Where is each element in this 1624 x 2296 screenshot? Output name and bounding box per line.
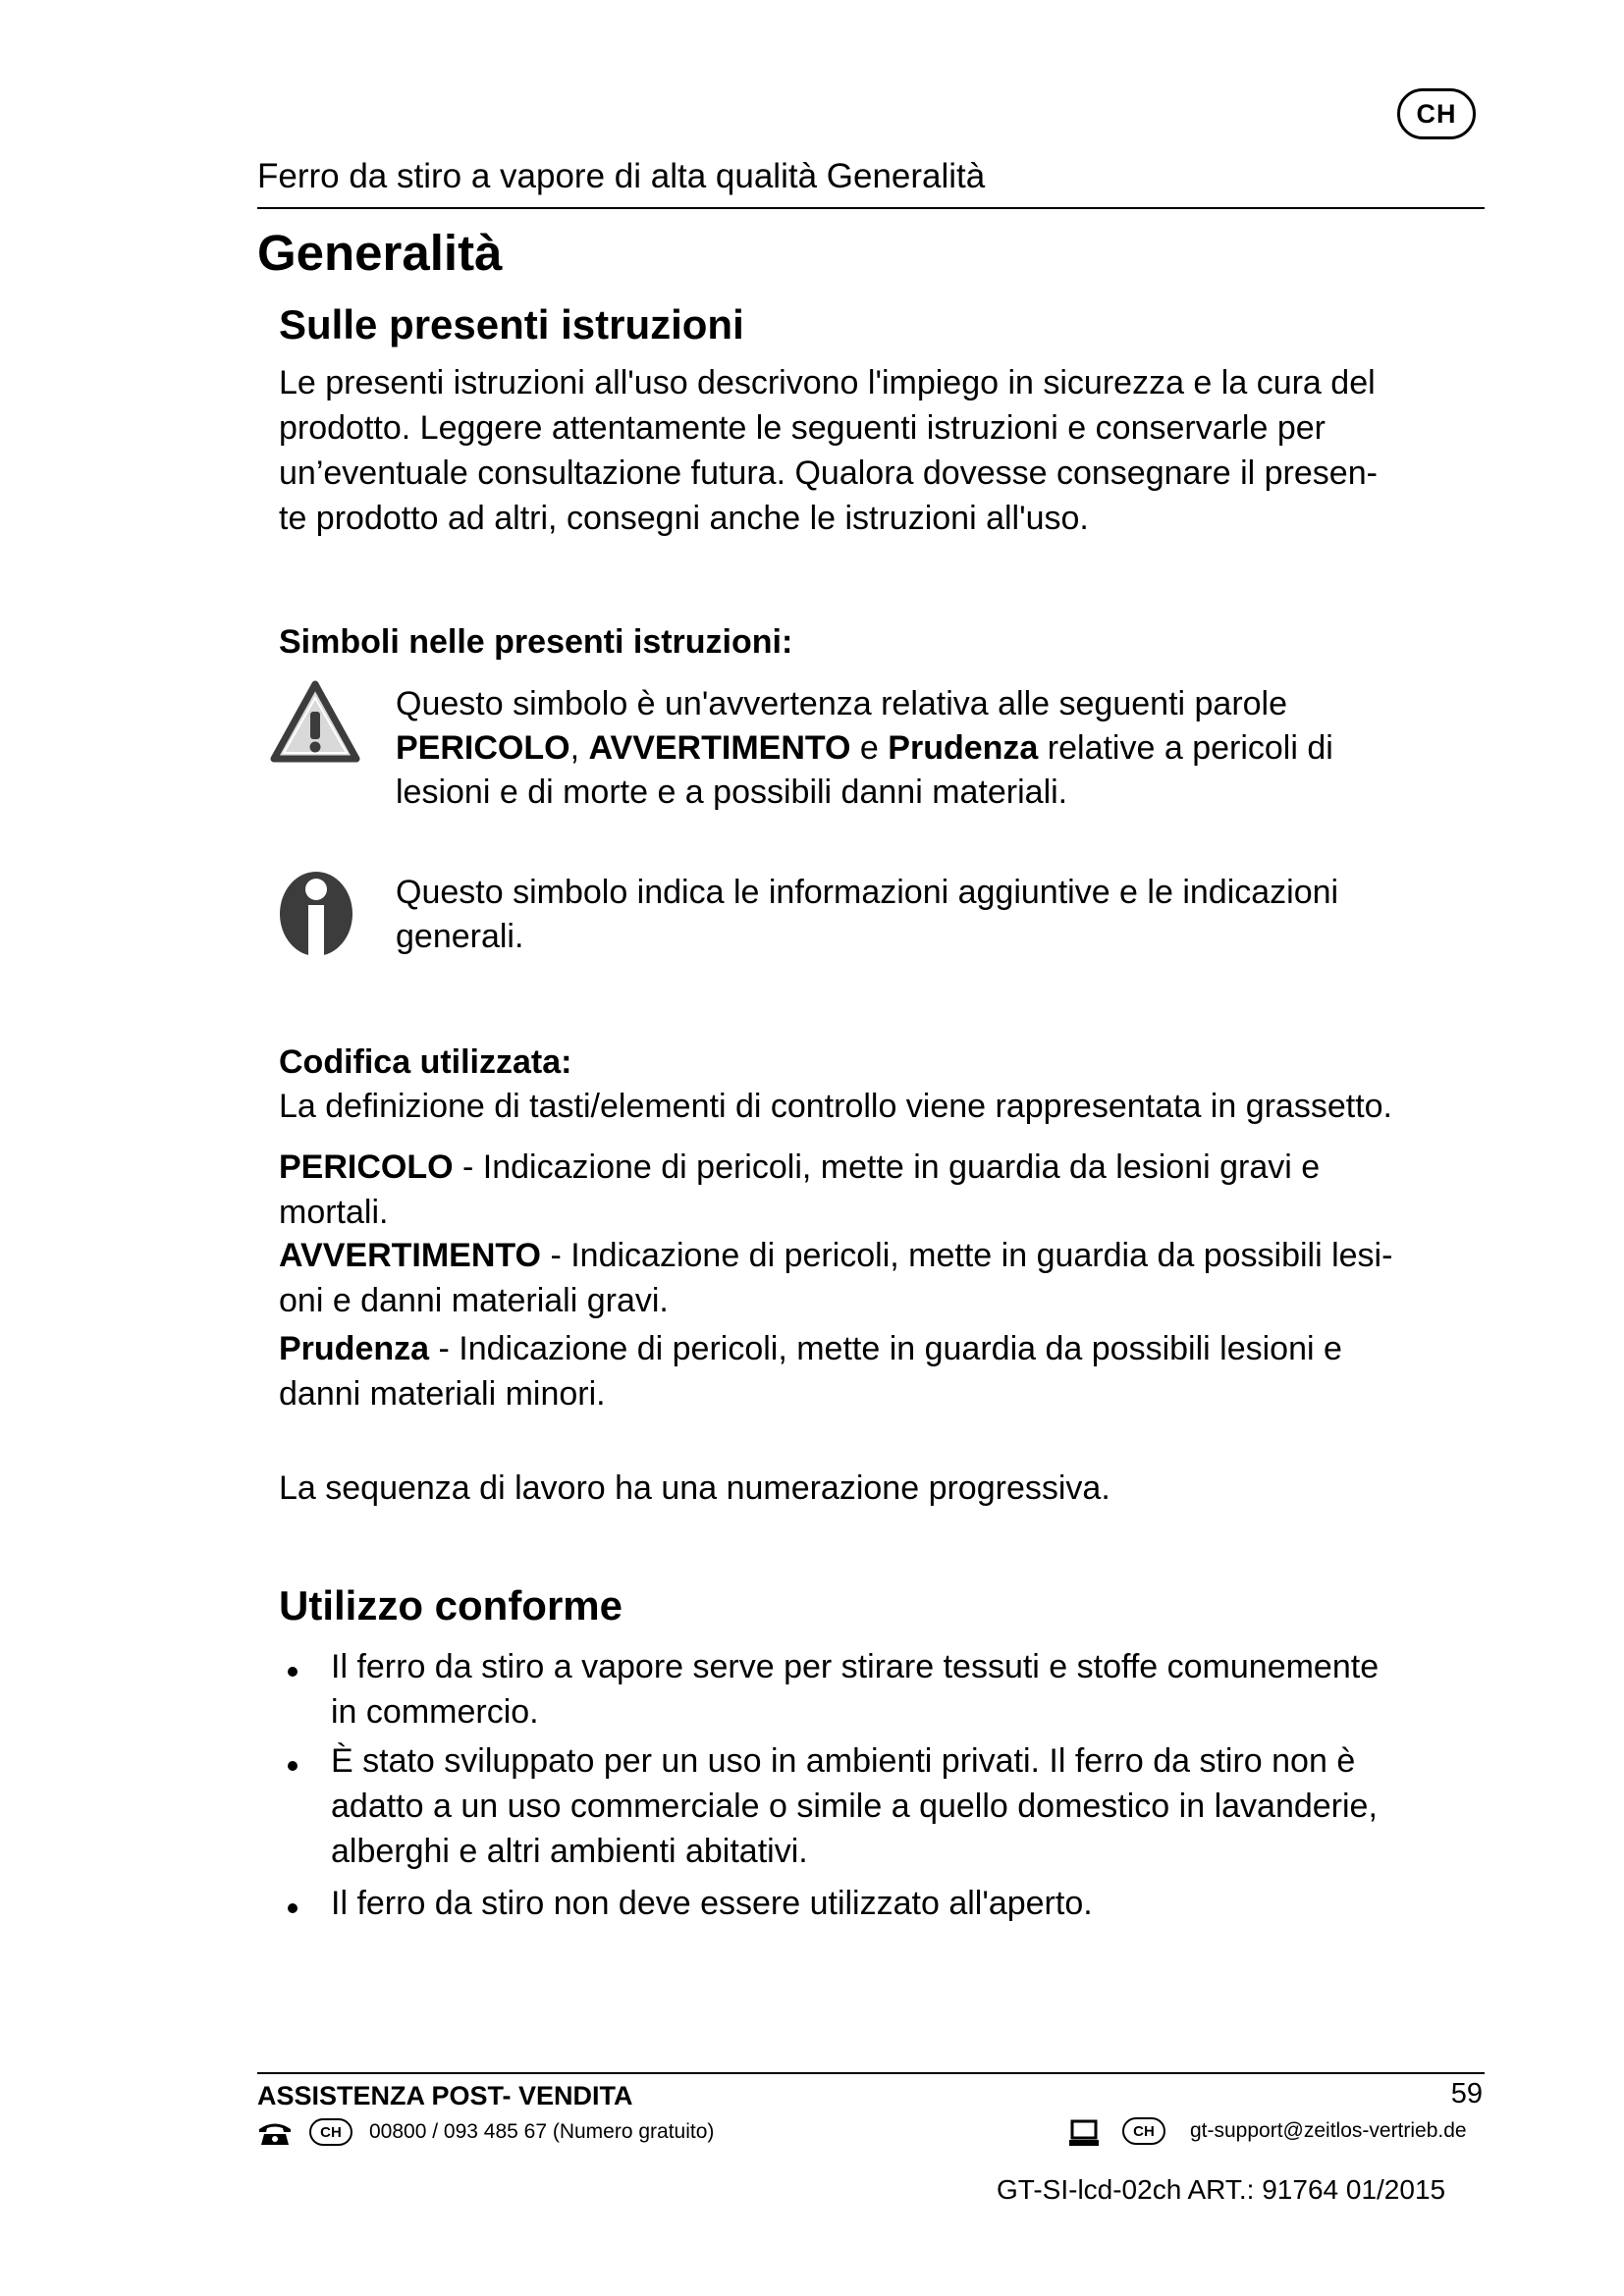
term-pericolo: PERICOLO: [396, 729, 570, 767]
footer-rule: [257, 2072, 1485, 2074]
symbols-heading: Simboli nelle presenti istruzioni:: [279, 623, 793, 661]
email-country-badge: CH: [1122, 2117, 1165, 2145]
coding-line: oni e danni materiali gravi.: [279, 1282, 669, 1319]
footer-service-title: ASSISTENZA POST- VENDITA: [257, 2081, 633, 2110]
info-icon: [277, 866, 355, 963]
coding-line: [279, 1233, 1482, 1278]
term-pericolo: PERICOLO: [279, 1148, 454, 1186]
list-item-line: Il ferro da stiro a vapore serve per stirare tessuti e stoffe comunemente: [331, 1648, 1380, 1685]
list-item: [331, 1881, 1485, 1926]
list-item-line: alberghi e altri ambienti abitativi.: [331, 1833, 808, 1870]
coding-line: [279, 1326, 1482, 1371]
info-symbol-text: [396, 871, 1476, 959]
about-line: te prodotto ad altri, consegni anche le istruzioni all'uso.: [279, 500, 1089, 537]
info-text-line: generali.: [396, 918, 524, 955]
section-heading-about: Sulle presenti istruzioni: [279, 301, 744, 347]
about-paragraph: [279, 360, 1482, 541]
coding-desc: - Indicazione di pericoli, mette in guardia da lesioni gravi e: [453, 1148, 1321, 1186]
bullet-dot: [288, 1667, 298, 1677]
coding-desc: - Indicazione di pericoli, mette in guardia da possibili lesi-: [541, 1237, 1393, 1274]
sequence-note: [279, 1466, 1482, 1511]
term-prudenza: Prudenza: [279, 1330, 430, 1367]
info-text-line: Questo simbolo indica le informazioni aggiuntive e le indicazioni: [396, 874, 1339, 911]
coding-line: danni materiali minori.: [279, 1375, 606, 1413]
about-line: un’eventuale consultazione futura. Qualora dovesse consegnare il presen-: [279, 454, 1378, 492]
support-email[interactable]: gt-support@zeitlos-vertrieb.de: [1190, 2119, 1467, 2142]
header-rule: [257, 207, 1485, 209]
about-line: prodotto. Leggere attentamente le seguenti istruzioni e conservarle per: [279, 409, 1326, 447]
page-title: Generalità: [257, 225, 503, 281]
coding-entry-pericolo: [279, 1145, 1482, 1235]
bullet-dot: [288, 1903, 298, 1913]
warning-symbol-text: [396, 682, 1476, 815]
warning-text-line: [396, 726, 1476, 771]
page-number: 59: [1450, 2078, 1483, 2109]
term-prudenza: Prudenza: [888, 729, 1039, 767]
article-number: GT-SI-lcd-02ch ART.: 91764 01/2015: [997, 2174, 1446, 2205]
list-item-line: È stato sviluppato per un uso in ambienti privati. Il ferro da stiro non è: [331, 1742, 1356, 1780]
support-phone[interactable]: 00800 / 093 485 67 (Numero gratuito): [369, 2120, 715, 2143]
running-header: Ferro da stiro a vapore di alta qualità Generalità: [257, 157, 986, 195]
list-item-line: adatto a un uso commerciale o simile a quello domestico in lavanderie,: [331, 1788, 1378, 1825]
warning-text-line: lesioni e di morte e a possibili danni materiali.: [396, 774, 1068, 811]
phone-country-badge: CH: [309, 2118, 352, 2146]
term-avvertimento: AVVERTIMENTO: [279, 1237, 541, 1274]
separator: e: [850, 729, 889, 767]
country-badge: CH: [1397, 88, 1476, 139]
list-item: [331, 1738, 1485, 1874]
list-item-line: Il ferro da stiro non deve essere utilizzato all'aperto.: [331, 1885, 1093, 1922]
warning-text-line: Questo simbolo è un'avvertenza relativa alle seguenti parole: [396, 685, 1288, 722]
coding-desc: - Indicazione di pericoli, mette in guardia da possibili lesioni e: [429, 1330, 1342, 1367]
about-line: Le presenti istruzioni all'uso descrivono l'impiego in sicurezza e la cura del: [279, 364, 1376, 401]
coding-line: mortali.: [279, 1194, 389, 1231]
section-heading-intended-use: Utilizzo conforme: [279, 1582, 623, 1629]
list-item: [331, 1644, 1485, 1735]
bullet-dot: [288, 1761, 298, 1771]
sequence-note-line: La sequenza di lavoro ha una numerazione progressiva.: [279, 1469, 1110, 1507]
term-avvertimento: AVVERTIMENTO: [588, 729, 851, 767]
warning-triangle-icon: [270, 680, 360, 768]
coding-heading: Codifica utilizzata:: [279, 1043, 572, 1081]
phone-icon: [257, 2120, 293, 2151]
coding-intro-line: La definizione di tasti/elementi di controllo viene rappresentata in grassetto.: [279, 1088, 1393, 1125]
list-item-line: in commercio.: [331, 1693, 539, 1731]
coding-entry-avvertimento: [279, 1233, 1482, 1323]
warning-text-rest: relative a pericoli di: [1038, 729, 1333, 767]
computer-icon: [1068, 2119, 1100, 2152]
coding-entry-prudenza: [279, 1326, 1482, 1416]
separator: ,: [569, 729, 589, 767]
coding-intro: [279, 1084, 1496, 1129]
coding-line: [279, 1145, 1482, 1190]
